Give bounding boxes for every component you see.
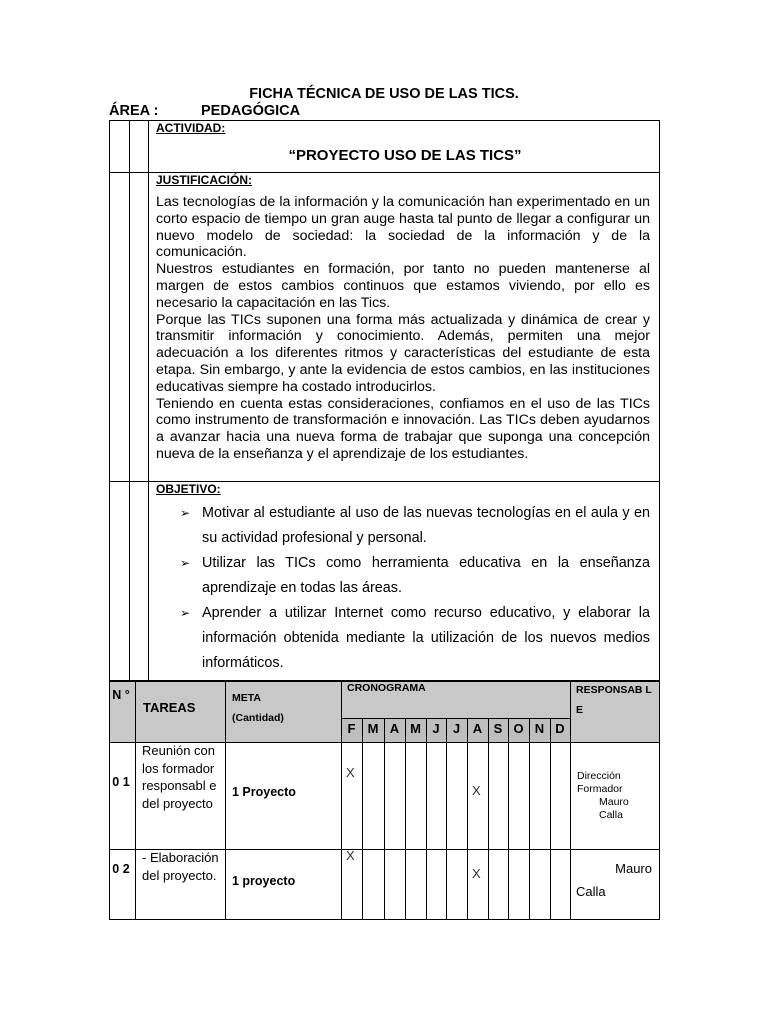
month-label: S <box>493 721 503 736</box>
responsible-line: Calla <box>576 884 606 899</box>
month-label: F <box>347 721 356 736</box>
objective-heading: OBJETIVO: <box>156 482 221 496</box>
objective-text: Utilizar las TICs como herramienta educativa en la enseñanza aprendizaje en todas las áreas. <box>202 555 650 596</box>
area-value: PEDAGÓGICA <box>201 103 301 119</box>
schedule-x-mark: X <box>472 866 481 881</box>
schedule-x-mark: X <box>346 848 355 863</box>
column-divider <box>129 120 130 681</box>
activity-title: “PROYECTO USO DE LAS TICS” <box>288 147 522 164</box>
month-divider <box>446 718 447 920</box>
arrow-bullet-icon: ➢ <box>180 506 191 520</box>
column-divider <box>570 681 571 920</box>
month-divider <box>405 718 406 920</box>
justification-paragraph: Porque las TICs suponen una forma más actualizada y dinámica de crear y transmitir información y conocimiento. Además, permiten una mejor adecuación a los diferentes ritmos y características del estudiante de esta etapa. Sin embargo, y ante la evidencia de estos cambios, en las instituciones educativas siempre ha costado introducirlos. <box>156 311 650 395</box>
header-cronograma: CRONOGRAMA <box>347 682 426 694</box>
responsible-line: Formador <box>577 783 623 795</box>
month-label: N <box>534 721 545 736</box>
justification-paragraph: Teniendo en cuenta estas consideraciones, confiamos en el uso de las TICs como instrumento de transformación e innovación. Las TICs deben ayudarnos a avanzar hacia una nueva forma de trabajar que suponga una concepción nueva de la enseñanza y el aprendizaje de los estudiantes. <box>156 395 650 462</box>
month-divider <box>529 718 530 920</box>
justification-paragraph: Nuestros estudiantes en formación, por tanto no pueden mantenerse al margen de estos cambios continuos que estamos viviendo, por ello es necesario la capacitación en las Tics. <box>156 261 650 311</box>
month-label: A <box>389 721 400 736</box>
row-number: 0 1 <box>112 775 130 789</box>
row-divider <box>341 718 570 719</box>
arrow-bullet-icon: ➢ <box>180 606 191 620</box>
task-text: Reunión con los formador responsabl e del proyecto <box>142 743 217 811</box>
schedule-x-mark: X <box>346 765 355 780</box>
meta-text: 1 proyecto <box>232 874 296 888</box>
header-meta: META (Cantidad) <box>232 692 284 724</box>
activity-heading: ACTIVIDAD: <box>156 121 226 135</box>
responsible-line: Mauro <box>615 861 652 876</box>
meta-text: 1 Proyecto <box>232 785 296 799</box>
objective-item <box>178 551 650 601</box>
month-divider <box>467 718 468 920</box>
month-label: M <box>410 721 421 736</box>
column-divider <box>341 681 342 920</box>
month-divider <box>488 718 489 920</box>
header-tasks: TAREAS <box>143 700 196 715</box>
month-label: M <box>367 721 379 736</box>
arrow-bullet-icon: ➢ <box>180 556 191 570</box>
justification-text <box>156 194 650 463</box>
justification-paragraph: Las tecnologías de la información y la comunicación han experimentado en un corto espacio de tiempo un gran auge hasta tal punto de llegar a configurar un nuevo modelo de sociedad: la sociedad de la información y de la comunicación. <box>156 194 650 261</box>
document-title: FICHA TÉCNICA DE USO DE LAS TICS. <box>249 86 519 102</box>
responsible-line: Mauro <box>599 796 629 808</box>
month-divider <box>362 718 363 920</box>
objective-list <box>178 501 650 676</box>
month-divider <box>384 718 385 920</box>
row-number: 0 2 <box>112 862 130 876</box>
column-divider <box>135 681 136 920</box>
column-divider <box>225 681 226 920</box>
objective-text: Motivar al estudiante al uso de las nuevas tecnologías en el aula y en su actividad profesional y personal. <box>202 505 650 546</box>
month-label: O <box>513 721 524 736</box>
month-label: A <box>472 721 483 736</box>
objective-item <box>178 601 650 676</box>
month-label: J <box>432 721 440 736</box>
month-divider <box>550 718 551 920</box>
objective-text: Aprender a utilizar Internet como recurso educativo, y elaborar la información obtenida mediante la utilización de los nuevos medios informáticos. <box>202 605 650 671</box>
header-number: N ° <box>112 688 130 702</box>
header-responsible: RESPONSAB LE <box>576 684 652 716</box>
month-label: J <box>452 721 461 736</box>
column-divider <box>148 120 149 681</box>
month-label: D <box>555 721 565 736</box>
month-divider <box>426 718 427 920</box>
responsible-line: Calla <box>599 809 623 821</box>
schedule-x-mark: X <box>472 783 481 798</box>
justification-heading: JUSTIFICACIÓN: <box>156 173 252 187</box>
task-text: - Elaboración del proyecto. <box>142 850 219 883</box>
responsible-line: Dirección <box>577 770 621 782</box>
area-label: ÁREA : <box>109 103 159 119</box>
objective-item <box>178 501 650 551</box>
month-divider <box>508 718 509 920</box>
